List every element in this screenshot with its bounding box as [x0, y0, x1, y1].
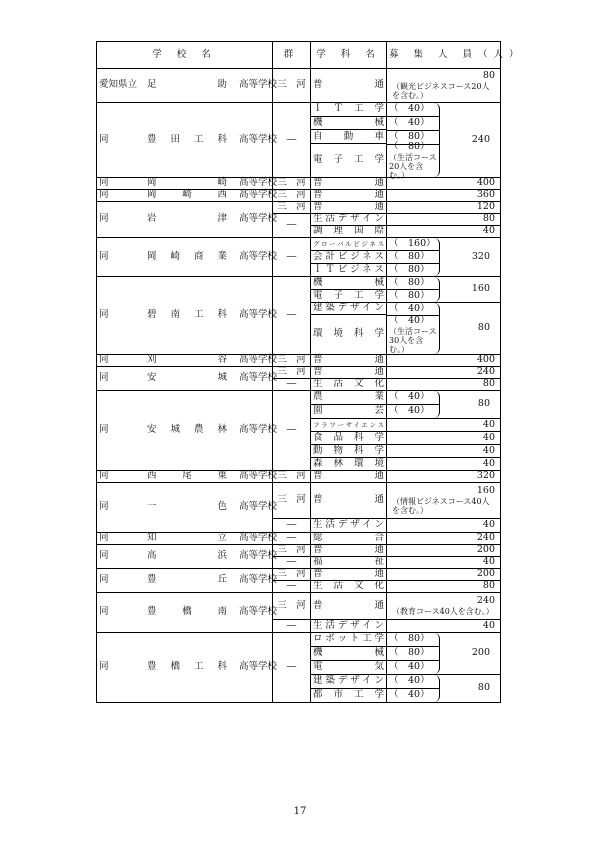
table-row: [97, 633, 501, 647]
quota-total: 240: [476, 532, 495, 544]
prefecture-label: 同: [99, 250, 109, 262]
group-cell: ―: [273, 620, 311, 633]
table-row: [97, 238, 501, 251]
quota-cell: [387, 190, 501, 202]
school-name: 岡 崎 商 業: [147, 250, 227, 262]
group-cell: 三 河: [273, 202, 311, 214]
department-cell: フラワーサイエンス: [311, 419, 387, 432]
school-name-cell: [97, 483, 278, 533]
quota-cell: [387, 432, 501, 445]
admissions-table: [96, 41, 525, 703]
quota-cell: [387, 593, 501, 620]
quota-cell: [387, 238, 501, 277]
table-row: [97, 533, 501, 545]
table-row: [97, 178, 501, 190]
group-cell: ―: [273, 533, 311, 545]
quota-total: 400: [476, 354, 495, 366]
group-cell: 三 河: [273, 367, 311, 379]
quota-cell: [387, 533, 501, 545]
sub-quota: （ 40）: [389, 661, 430, 673]
department-cell: 園 芸: [311, 405, 387, 419]
department-cell: 福 祉: [311, 557, 387, 569]
quota-total: 80: [482, 580, 495, 592]
quota-cell: [387, 355, 501, 367]
department-cell: 森 林 環 境: [311, 458, 387, 471]
sub-quota: （ 80）: [389, 633, 430, 645]
school-name-cell: [97, 189, 278, 202]
header-dept: 学 科 名: [311, 42, 387, 69]
quota-cell: [387, 69, 501, 103]
table-body: [97, 69, 501, 703]
quota-total: 200: [476, 544, 495, 556]
department-cell: 普 通: [311, 178, 387, 190]
sub-quota: （ 80）: [389, 289, 430, 301]
department-cell: 生 活 文 化: [311, 581, 387, 593]
quota-total: 40: [482, 619, 495, 631]
group-cell: 三 河: [273, 471, 311, 483]
department-cell: 機 械: [311, 647, 387, 661]
department-cell: 機 械: [311, 116, 387, 130]
header-group: 群: [273, 42, 311, 69]
prefecture-label: 愛知県立: [99, 79, 138, 91]
department-cell: 環 境 科 学: [311, 315, 387, 355]
quota-cell: [387, 471, 501, 483]
department-cell: 普 通: [311, 367, 387, 379]
prefecture-label: 同: [99, 309, 109, 321]
quota-total: 80: [477, 322, 490, 334]
group-cell: 三 河: [273, 569, 311, 581]
table-row: [97, 593, 501, 620]
quota-cell: [387, 519, 501, 533]
department-cell: 機 械: [311, 277, 387, 290]
quota-total: 320: [476, 470, 495, 482]
school-name: 豊 丘: [147, 574, 227, 586]
school-name: 高 浜: [147, 550, 227, 562]
quota-total: 40: [482, 444, 495, 456]
school-name: 豊 橋 工 科: [147, 661, 227, 673]
quota-total: 240: [476, 366, 495, 378]
school-type: 高等学校: [239, 250, 278, 262]
group-cell: 三 河: [273, 483, 311, 519]
prefecture-label: 同: [99, 177, 109, 189]
quota-cell: [387, 483, 501, 519]
department-cell: 調 理 国 際: [311, 226, 387, 238]
quota-total: 400: [476, 177, 495, 189]
table-row: [97, 69, 501, 103]
quota-note: （情報ビジネスコース40人を含む。）: [392, 496, 490, 515]
school-name: 一 色: [147, 501, 227, 513]
sub-quota: （ 80）: [389, 131, 430, 143]
table-row: [97, 202, 501, 214]
department-cell: 普 通: [311, 202, 387, 214]
group-cell: ―: [273, 519, 311, 533]
school-name: 知 立: [147, 532, 227, 544]
quota-total: 320: [471, 250, 490, 262]
quota-cell: [387, 675, 501, 703]
sub-quota: （ 40）: [389, 675, 430, 687]
department-cell: 電 気: [311, 661, 387, 675]
school-name-cell: [97, 277, 278, 355]
quota-total: 80: [482, 70, 495, 82]
department-cell: 普 通: [311, 593, 387, 620]
table-row: [97, 545, 501, 557]
department-cell: 都 市 工 学: [311, 689, 387, 703]
prefecture-label: 同: [99, 133, 109, 145]
prefecture-label: 同: [99, 661, 109, 673]
department-cell: ＩＴビジネス: [311, 264, 387, 277]
quota-cell: [387, 277, 501, 303]
group-cell: 三 河: [273, 69, 311, 103]
quota-total: 200: [471, 647, 490, 659]
department-cell: 電 子 工 学: [311, 144, 387, 178]
group-cell: 三 河: [273, 355, 311, 367]
department-cell: 総 合: [311, 533, 387, 545]
department-cell: 普 通: [311, 190, 387, 202]
sub-quota: （ 40）: [389, 405, 430, 417]
school-name: 西 尾 東: [147, 470, 227, 482]
department-cell: 生活デザイン: [311, 519, 387, 533]
quota-total: 40: [482, 519, 495, 531]
quota-cell: [387, 419, 501, 432]
prefecture-label: 同: [99, 213, 109, 225]
department-cell: ロボット工学: [311, 633, 387, 647]
quota-total: 160: [471, 283, 490, 295]
department-cell: 電 子 工 学: [311, 290, 387, 303]
group-cell: ―: [273, 633, 311, 703]
department-cell: 普 通: [311, 355, 387, 367]
prefecture-label: 同: [99, 372, 109, 384]
quota-cell: [387, 214, 501, 226]
prefecture-label: 同: [99, 606, 109, 618]
group-cell: ―: [273, 214, 311, 238]
school-name-cell: [97, 202, 278, 238]
quota-cell: [387, 458, 501, 471]
prefecture-label: 同: [99, 574, 109, 586]
group-cell: 三 河: [273, 545, 311, 557]
group-cell: 三 河: [273, 593, 311, 620]
department-cell: 生活デザイン: [311, 620, 387, 633]
school-name: 刈 谷: [147, 354, 227, 366]
prefecture-label: 同: [99, 550, 109, 562]
school-name: 豊 橋 南: [147, 606, 227, 618]
sub-quota: （ 40）: [389, 302, 430, 314]
table-row: [97, 391, 501, 405]
department-cell: 会計ビジネス: [311, 251, 387, 264]
school-type: 高等学校: [239, 550, 278, 562]
sub-quota: （ 40）: [389, 315, 430, 327]
sub-quota: （ 40）: [389, 391, 430, 403]
quota-total: 240: [476, 595, 495, 607]
quota-note: （生活コース20人を含む。）: [389, 152, 437, 180]
header-quota: 募 集 人 員（人）: [387, 42, 501, 69]
school-name-cell: [97, 470, 278, 483]
school-name: 碧 南 工 科: [147, 309, 227, 321]
quota-cell: [387, 202, 501, 214]
quota-total: 40: [482, 556, 495, 568]
school-type: 高等学校: [239, 501, 278, 513]
quota-total: 120: [476, 201, 495, 213]
school-name-cell: [97, 545, 278, 569]
sub-quota: （ 80）: [389, 276, 430, 288]
department-cell: 生活デザイン: [311, 214, 387, 226]
prefecture-label: 同: [99, 470, 109, 482]
group-cell: ―: [273, 277, 311, 355]
quota-cell: [387, 391, 501, 419]
quota-total: 80: [482, 213, 495, 225]
school-name: 岡 崎: [147, 177, 227, 189]
sub-quota: （ 80）: [389, 647, 430, 659]
department-cell: 建築デザイン: [311, 675, 387, 689]
department-cell: 動 物 科 学: [311, 445, 387, 458]
school-type: 高等学校: [239, 372, 278, 384]
prefecture-label: 同: [99, 189, 109, 201]
quota-cell: [387, 303, 501, 355]
quota-total: 40: [482, 457, 495, 469]
school-name: 足 助: [147, 79, 227, 91]
department-cell: 普 通: [311, 545, 387, 557]
group-cell: ―: [273, 581, 311, 593]
school-name: 岡 崎 西: [147, 189, 227, 201]
quota-total: 40: [482, 418, 495, 430]
school-name-cell: [97, 367, 278, 391]
table-row: [97, 103, 501, 117]
department-cell: 建築デザイン: [311, 303, 387, 315]
school-name: 岩 津: [147, 213, 227, 225]
school-type: 高等学校: [239, 133, 278, 145]
quota-note: （教育コース40人を含む。）: [392, 606, 494, 616]
school-name: 安 城 農 林: [147, 424, 227, 436]
school-name-cell: [97, 633, 278, 703]
table-row: [97, 367, 501, 379]
school-type: 高等学校: [239, 79, 278, 91]
group-cell: ―: [273, 379, 311, 391]
quota-cell: [387, 581, 501, 593]
prefecture-label: 同: [99, 532, 109, 544]
header-row: [97, 42, 501, 69]
department-cell: 普 通: [311, 69, 387, 103]
group-cell: ―: [273, 238, 311, 277]
group-cell: 三 河: [273, 190, 311, 202]
group-cell: ―: [273, 103, 311, 178]
school-name-cell: [97, 103, 278, 178]
group-cell: 三 河: [273, 178, 311, 190]
department-cell: 普 通: [311, 569, 387, 581]
school-name-cell: [97, 391, 278, 471]
sub-quota: （ 40）: [389, 103, 430, 115]
school-type: 高等学校: [239, 189, 278, 201]
department-cell: 食 品 科 学: [311, 432, 387, 445]
sub-quota: （ 80）: [389, 263, 430, 275]
school-type: 高等学校: [239, 606, 278, 618]
school-type: 高等学校: [239, 309, 278, 321]
quota-cell: [387, 545, 501, 557]
prefecture-label: 同: [99, 354, 109, 366]
school-name-cell: [97, 238, 278, 277]
school-type: 高等学校: [239, 354, 278, 366]
sub-quota: （ 40）: [389, 689, 430, 701]
prefecture-label: 同: [99, 424, 109, 436]
sub-quota: （ 160）: [389, 237, 436, 249]
school-name-cell: [97, 177, 278, 190]
school-type: 高等学校: [239, 574, 278, 586]
page-number: 17: [293, 806, 307, 817]
department-cell: グローバルビジネス: [311, 238, 387, 251]
department-cell: 生 活 文 化: [311, 379, 387, 391]
table-row: [97, 483, 501, 519]
school-name-cell: [97, 569, 278, 593]
quota-total: 200: [476, 568, 495, 580]
quota-cell: [387, 569, 501, 581]
quota-cell: [387, 620, 501, 633]
table-row: [97, 355, 501, 367]
quota-cell: [387, 557, 501, 569]
school-name-cell: [97, 354, 278, 367]
department-cell: 自 動 車: [311, 130, 387, 144]
school-type: 高等学校: [239, 213, 278, 225]
school-name: 豊 田 工 科: [147, 133, 227, 145]
quota-total: 80: [477, 398, 490, 410]
quota-note: （観光ビジネスコース20人を含む。）: [392, 81, 490, 100]
department-cell: 農 業: [311, 391, 387, 405]
quota-cell: [387, 226, 501, 238]
quota-total: 240: [471, 133, 490, 145]
table-row: [97, 277, 501, 290]
department-cell: 普 通: [311, 483, 387, 519]
quota-total: 80: [482, 378, 495, 390]
table-row: [97, 471, 501, 483]
table-row: [97, 190, 501, 202]
sub-quota: （ 80）: [389, 250, 430, 262]
group-cell: ―: [273, 391, 311, 471]
quota-cell: [387, 379, 501, 391]
quota-total: 40: [482, 225, 495, 237]
quota-cell: [387, 367, 501, 379]
department-cell: ＩＴ工学: [311, 103, 387, 117]
quota-cell: [387, 445, 501, 458]
quota-total: 40: [482, 431, 495, 443]
quota-total: 80: [477, 682, 490, 694]
quota-total: 160: [476, 485, 495, 497]
school-name: 安 城: [147, 372, 227, 384]
prefecture-label: 同: [99, 501, 109, 513]
sub-quota: （ 40）: [389, 117, 430, 129]
quota-note: （生活コース30人を含む。）: [389, 326, 437, 354]
group-cell: ―: [273, 557, 311, 569]
quota-cell: [387, 633, 501, 675]
quota-cell: [387, 103, 501, 178]
department-cell: 普 通: [311, 471, 387, 483]
school-type: 高等学校: [239, 661, 278, 673]
school-name-cell: [97, 532, 278, 545]
school-type: 高等学校: [239, 470, 278, 482]
table-row: [97, 569, 501, 581]
school-type: 高等学校: [239, 532, 278, 544]
header-school: 学 校 名: [97, 42, 273, 69]
sub-quota: （ 80）: [389, 141, 430, 153]
school-name-cell: [97, 69, 278, 103]
school-type: 高等学校: [239, 177, 278, 189]
school-type: 高等学校: [239, 424, 278, 436]
quota-total: 360: [476, 189, 495, 201]
school-name-cell: [97, 593, 278, 633]
